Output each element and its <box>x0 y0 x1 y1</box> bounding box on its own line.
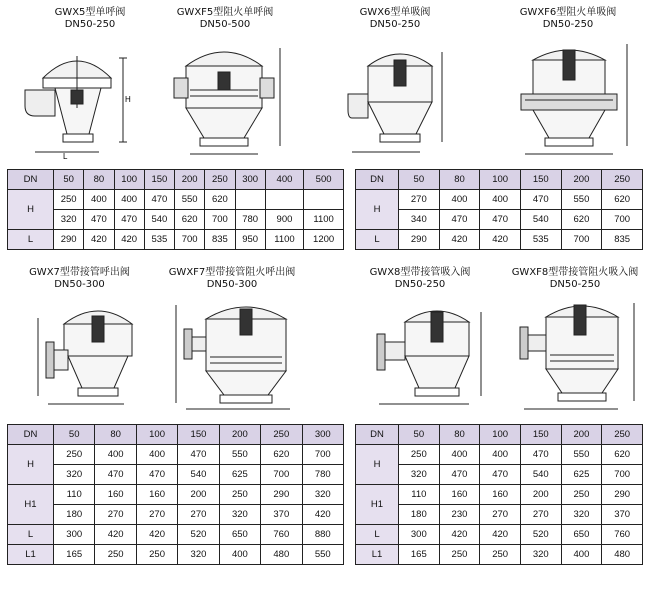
cell: 400 <box>219 545 260 565</box>
caption-gwxf7 <box>157 267 307 291</box>
cell: 470 <box>144 190 174 210</box>
header-cell: 200 <box>561 425 602 445</box>
header-cell: 200 <box>175 170 205 190</box>
drawing-gwxf5 <box>160 38 290 160</box>
cell: 320 <box>54 465 95 485</box>
cell: 400 <box>136 445 177 465</box>
row-label-l1: L1 <box>356 545 399 565</box>
caption-dn: DN50-250 <box>64 19 116 30</box>
cell: 650 <box>561 525 602 545</box>
cell: 700 <box>175 230 205 250</box>
cell: 400 <box>114 190 144 210</box>
cell: 320 <box>54 210 84 230</box>
cell: 270 <box>95 505 136 525</box>
cell: 270 <box>136 505 177 525</box>
caption-title: GWXF8型带接管阻火吸入阀 <box>511 267 639 278</box>
row-label-l1: L1 <box>8 545 54 565</box>
cell: 420 <box>439 230 480 250</box>
cell: 480 <box>261 545 302 565</box>
header-cell: 80 <box>439 425 480 445</box>
table-row <box>8 210 344 230</box>
dim-l-label: L <box>63 152 68 160</box>
cell: 1100 <box>265 230 303 250</box>
cell: 320 <box>561 505 602 525</box>
cell: 540 <box>144 210 174 230</box>
cell: 535 <box>520 230 561 250</box>
table-row <box>8 545 344 565</box>
cell: 320 <box>399 465 440 485</box>
table-header-row <box>356 425 643 445</box>
cell: 470 <box>480 210 521 230</box>
drawing-gwxf8 <box>510 295 645 413</box>
cell: 370 <box>602 505 643 525</box>
cell: 420 <box>480 230 521 250</box>
header-cell: 80 <box>439 170 480 190</box>
header-cell: 80 <box>95 425 136 445</box>
table-row <box>356 485 643 505</box>
cell: 320 <box>178 545 219 565</box>
spec-table-4 <box>355 424 643 565</box>
cell: 160 <box>136 485 177 505</box>
cell: 110 <box>54 485 95 505</box>
caption-dn: DN50-250 <box>369 19 421 30</box>
caption-title: GWX7型带接管呼出阀 <box>29 267 130 278</box>
cell: 420 <box>114 230 144 250</box>
cell: 320 <box>520 545 561 565</box>
caption-title: GWX8型带接管吸入阀 <box>369 267 471 278</box>
table-row <box>8 445 344 465</box>
cell: 290 <box>54 230 84 250</box>
cell: 620 <box>175 210 205 230</box>
cell: 470 <box>439 210 480 230</box>
caption-dn: DN50-300 <box>206 279 258 290</box>
cell: 400 <box>95 445 136 465</box>
header-cell: 80 <box>84 170 114 190</box>
table-row <box>356 545 643 565</box>
cell: 625 <box>219 465 260 485</box>
caption-dn: DN50-250 <box>394 279 446 290</box>
drawing-gwx5 <box>15 38 135 160</box>
drawing-gwxf6 <box>505 38 635 160</box>
header-cell: DN <box>8 170 54 190</box>
cell: 760 <box>602 525 643 545</box>
cell: 470 <box>95 465 136 485</box>
cell: 165 <box>399 545 440 565</box>
cell <box>265 190 303 210</box>
cell: 540 <box>178 465 219 485</box>
caption-title: GWX5型单呼阀 <box>54 7 126 18</box>
cell: 1200 <box>304 230 344 250</box>
cell: 300 <box>54 525 95 545</box>
cell: 620 <box>261 445 302 465</box>
table-row <box>356 210 643 230</box>
table-row <box>8 505 344 525</box>
cell: 470 <box>136 465 177 485</box>
cell: 780 <box>302 465 343 485</box>
header-cell: 100 <box>114 170 144 190</box>
caption-gwxf8 <box>505 267 645 291</box>
dim-h-label: H <box>125 95 131 104</box>
cell: 620 <box>602 190 643 210</box>
table-row <box>356 190 643 210</box>
table-row <box>356 525 643 545</box>
drawing-gwx7 <box>28 298 148 410</box>
header-cell: DN <box>356 170 399 190</box>
cell: 420 <box>136 525 177 545</box>
table-header-row <box>8 425 344 445</box>
table-row <box>8 190 344 210</box>
cell: 160 <box>480 485 521 505</box>
cell: 290 <box>602 485 643 505</box>
cell: 470 <box>520 190 561 210</box>
cell: 250 <box>54 445 95 465</box>
cell: 620 <box>561 210 602 230</box>
table-row <box>356 465 643 485</box>
caption-gwx6 <box>345 7 445 31</box>
header-cell: 250 <box>602 170 643 190</box>
cell: 320 <box>219 505 260 525</box>
cell: 290 <box>399 230 440 250</box>
table-row <box>356 445 643 465</box>
row-label-h1: H1 <box>8 485 54 525</box>
cell <box>235 190 265 210</box>
caption-title: GWXF5型阻火单呼阀 <box>176 7 274 18</box>
cell: 1100 <box>304 210 344 230</box>
cell: 400 <box>480 445 521 465</box>
cell: 420 <box>302 505 343 525</box>
cell: 700 <box>261 465 302 485</box>
row-label-l: L <box>8 525 54 545</box>
cell: 270 <box>480 505 521 525</box>
cell: 540 <box>520 210 561 230</box>
caption-gwx7 <box>22 267 137 291</box>
cell: 400 <box>84 190 114 210</box>
header-cell: 100 <box>480 425 521 445</box>
caption-title: GWX6型单吸阀 <box>359 7 431 18</box>
header-cell: 150 <box>178 425 219 445</box>
cell: 250 <box>399 445 440 465</box>
cell: 270 <box>520 505 561 525</box>
spec-table-1 <box>7 169 344 250</box>
cell: 470 <box>178 445 219 465</box>
table-row <box>356 505 643 525</box>
cell: 270 <box>178 505 219 525</box>
caption-gwx8 <box>355 267 485 291</box>
cell: 400 <box>480 190 521 210</box>
cell: 400 <box>439 445 480 465</box>
row-label-l: L <box>8 230 54 250</box>
cell: 200 <box>178 485 219 505</box>
caption-dn: DN50-250 <box>542 19 594 30</box>
row-label-h1: H1 <box>356 485 399 525</box>
table-row <box>8 230 344 250</box>
table-row <box>8 485 344 505</box>
cell: 400 <box>439 190 480 210</box>
header-cell: 100 <box>136 425 177 445</box>
cell: 625 <box>561 465 602 485</box>
cell: 250 <box>439 545 480 565</box>
cell: 230 <box>439 505 480 525</box>
cell: 470 <box>114 210 144 230</box>
cell: 250 <box>136 545 177 565</box>
header-cell: 100 <box>480 170 521 190</box>
row-label-l: L <box>356 230 399 250</box>
header-cell: 250 <box>205 170 235 190</box>
cell: 520 <box>520 525 561 545</box>
cell: 250 <box>54 190 84 210</box>
cell: 470 <box>520 445 561 465</box>
cell: 420 <box>480 525 521 545</box>
header-cell: 150 <box>144 170 174 190</box>
cell: 200 <box>520 485 561 505</box>
row-label-h: H <box>356 445 399 485</box>
drawing-gwx8 <box>365 298 495 410</box>
cell: 160 <box>95 485 136 505</box>
header-cell: 50 <box>399 425 440 445</box>
cell: 480 <box>602 545 643 565</box>
caption-dn: DN50-300 <box>54 279 105 290</box>
cell: 540 <box>520 465 561 485</box>
cell: 180 <box>54 505 95 525</box>
cell: 420 <box>439 525 480 545</box>
spec-table-3 <box>7 424 344 565</box>
cell: 420 <box>84 230 114 250</box>
cell: 270 <box>399 190 440 210</box>
cell: 160 <box>439 485 480 505</box>
cell: 650 <box>219 525 260 545</box>
caption-gwxf5 <box>165 7 285 31</box>
cell: 470 <box>480 465 521 485</box>
cell: 700 <box>602 465 643 485</box>
header-cell: 50 <box>399 170 440 190</box>
header-cell: 300 <box>302 425 343 445</box>
drawing-gwxf7 <box>170 295 310 413</box>
cell: 700 <box>561 230 602 250</box>
cell: 180 <box>399 505 440 525</box>
cell: 760 <box>261 525 302 545</box>
spec-table-2 <box>355 169 643 250</box>
cell: 620 <box>602 445 643 465</box>
cell: 320 <box>302 485 343 505</box>
cell: 550 <box>561 445 602 465</box>
caption-title: GWXF7型带接管阻火呼出阀 <box>168 267 296 278</box>
cell: 520 <box>178 525 219 545</box>
header-cell: 50 <box>54 170 84 190</box>
cell: 835 <box>205 230 235 250</box>
cell: 700 <box>602 210 643 230</box>
cell: 835 <box>602 230 643 250</box>
header-cell: 400 <box>265 170 303 190</box>
header-cell: 300 <box>235 170 265 190</box>
header-cell: 250 <box>602 425 643 445</box>
cell: 700 <box>302 445 343 465</box>
header-cell: 500 <box>304 170 344 190</box>
header-cell: 50 <box>54 425 95 445</box>
cell: 110 <box>399 485 440 505</box>
caption-gwxf6 <box>508 7 628 31</box>
cell: 470 <box>84 210 114 230</box>
cell: 290 <box>261 485 302 505</box>
cell: 900 <box>265 210 303 230</box>
header-cell: 200 <box>219 425 260 445</box>
cell: 550 <box>219 445 260 465</box>
cell: 250 <box>95 545 136 565</box>
header-cell: 150 <box>520 425 561 445</box>
caption-gwx5 <box>40 7 140 31</box>
cell: 250 <box>480 545 521 565</box>
header-cell: DN <box>8 425 54 445</box>
caption-title: GWXF6型阻火单吸阀 <box>519 7 617 18</box>
cell: 550 <box>302 545 343 565</box>
cell: 165 <box>54 545 95 565</box>
caption-dn: DN50-250 <box>549 279 601 290</box>
cell: 880 <box>302 525 343 545</box>
table-header-row <box>8 170 344 190</box>
drawing-gwx6 <box>338 38 458 160</box>
cell: 550 <box>175 190 205 210</box>
cell: 620 <box>205 190 235 210</box>
table-row <box>8 525 344 545</box>
table-header-row <box>356 170 643 190</box>
cell: 370 <box>261 505 302 525</box>
cell: 250 <box>561 485 602 505</box>
header-cell: DN <box>356 425 399 445</box>
header-cell: 150 <box>520 170 561 190</box>
table-row <box>356 230 643 250</box>
cell: 340 <box>399 210 440 230</box>
cell: 470 <box>439 465 480 485</box>
row-label-h: H <box>8 445 54 485</box>
cell: 250 <box>219 485 260 505</box>
row-label-l: L <box>356 525 399 545</box>
cell: 950 <box>235 230 265 250</box>
cell: 550 <box>561 190 602 210</box>
header-cell: 200 <box>561 170 602 190</box>
cell: 400 <box>561 545 602 565</box>
table-row <box>8 465 344 485</box>
cell: 300 <box>399 525 440 545</box>
cell: 535 <box>144 230 174 250</box>
cell <box>304 190 344 210</box>
cell: 700 <box>205 210 235 230</box>
header-cell: 250 <box>261 425 302 445</box>
cell: 780 <box>235 210 265 230</box>
cell: 420 <box>95 525 136 545</box>
row-label-h: H <box>8 190 54 230</box>
caption-dn: DN50-500 <box>199 19 251 30</box>
row-label-h: H <box>356 190 399 230</box>
